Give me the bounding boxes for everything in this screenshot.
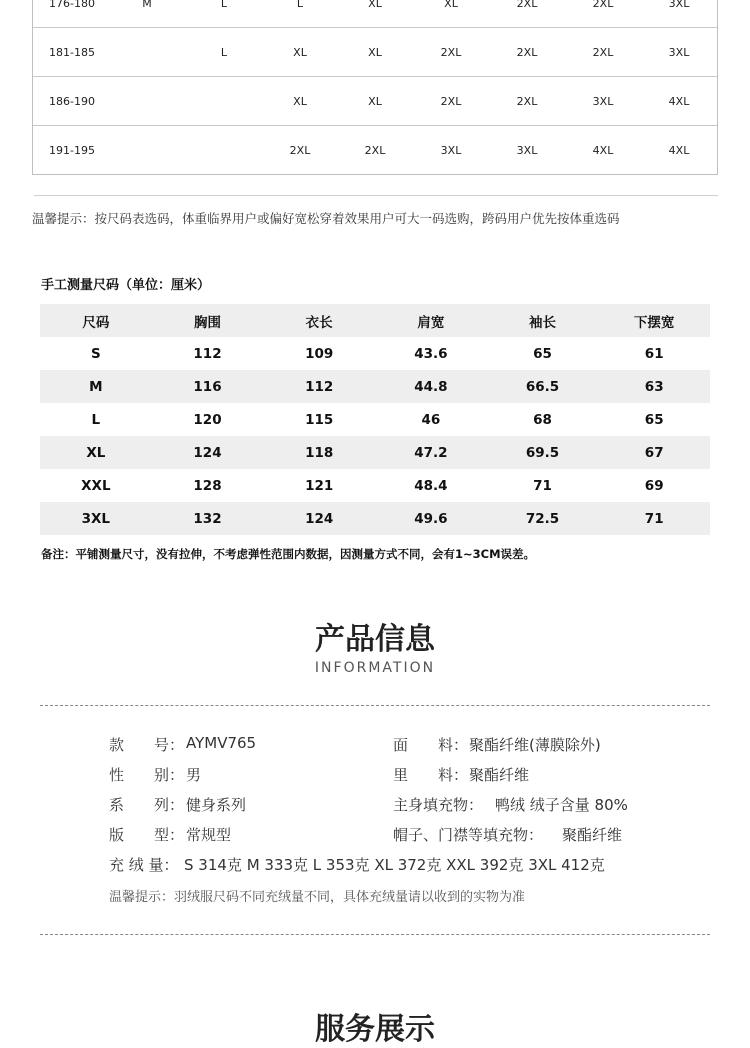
measure-cell: 124: [193, 444, 222, 461]
measure-cell: 118: [305, 444, 334, 461]
size-cell: L: [296, 0, 304, 10]
info-value: 健身系列: [186, 796, 247, 814]
measure-cell: M: [89, 378, 103, 395]
measure-cell: 120: [193, 411, 222, 428]
size-cell: XL: [368, 45, 382, 59]
measure-header: 尺码: [82, 314, 110, 331]
measure-cell: 48.4: [414, 477, 448, 494]
size-cell: 2XL: [289, 143, 311, 157]
size-cell: [194, 126, 254, 174]
measure-cell: 69: [644, 477, 664, 494]
measure-note: 备注：平铺测量尺寸，没有拉伸，不考虑弹性范围内数据，因测量方式不同，会有1~3CM误差。: [41, 547, 536, 561]
size-cell: L: [220, 0, 228, 10]
info-label: 款 号：: [109, 736, 185, 754]
measure-cell: 43.6: [414, 345, 448, 362]
measure-cell: 121: [305, 477, 334, 494]
size-range: 176-180: [49, 0, 95, 10]
measure-cell: L: [91, 411, 101, 428]
size-row: [33, 126, 717, 174]
size-cell: 2XL: [516, 0, 538, 10]
size-cell: L: [220, 45, 228, 59]
measure-row: [40, 502, 710, 535]
size-cell: 4XL: [592, 143, 614, 157]
measure-cell: 112: [193, 345, 222, 362]
measure-row: [40, 436, 710, 469]
info-label: 版 型：: [109, 826, 185, 844]
measure-cell: 46: [421, 411, 441, 428]
measure-cell: 68: [533, 411, 552, 428]
info-value: 鸭绒 绒子含量 80%: [495, 796, 628, 814]
size-cell: 3XL: [440, 143, 462, 157]
size-cell: XL: [293, 45, 307, 59]
measure-row: [40, 403, 710, 436]
section-title: 产品信息: [315, 622, 435, 657]
info-label: 里 料：: [393, 766, 469, 784]
measure-header: 胸围: [194, 314, 221, 331]
divider: [34, 195, 718, 196]
size-cell: 4XL: [668, 94, 690, 108]
size-tip: 温馨提示：按尺码表选码，体重临界用户或偏好宽松穿着效果用户可大一码选购，跨码用户优先按体重选码: [32, 211, 620, 226]
size-cell: [194, 77, 254, 125]
measure-cell: 65: [533, 345, 552, 362]
fill-value: S 314克 M 333克 L 353克 XL 372克 XXL 392克 3XL 412克: [184, 856, 605, 874]
measure-cell: 71: [644, 510, 664, 527]
size-range: 186-190: [49, 94, 95, 108]
next-section-title: 服务展示: [315, 1012, 435, 1047]
size-cell: [117, 126, 177, 174]
size-cell: 3XL: [592, 94, 614, 108]
measure-cell: 71: [533, 477, 552, 494]
section-subtitle: INFORMATION: [314, 660, 436, 676]
info-value: 男: [186, 766, 202, 784]
measure-header-row: [40, 304, 710, 337]
measure-row: [40, 469, 710, 502]
size-cell: 2XL: [592, 0, 614, 10]
info-value: 常规型: [186, 826, 232, 844]
size-cell: 4XL: [668, 143, 690, 157]
measure-cell: 47.2: [414, 444, 448, 461]
measure-cell: 65: [644, 411, 664, 428]
size-cell: 3XL: [668, 0, 690, 10]
measure-cell: 3XL: [81, 510, 111, 527]
measure-header: 衣长: [305, 314, 333, 331]
size-range: 181-185: [49, 45, 95, 59]
measure-cell: 124: [305, 510, 334, 527]
info-label: 主身填充物：: [393, 796, 484, 814]
measure-cell: 44.8: [414, 378, 448, 395]
measure-row: [40, 337, 710, 370]
info-value: 聚酯纤维: [469, 766, 530, 784]
fill-tip: 温馨提示：羽绒服尺码不同充绒量不同，具体充绒量请以收到的实物为准: [109, 890, 526, 905]
size-cell: 3XL: [516, 143, 538, 157]
measure-cell: 66.5: [525, 378, 560, 395]
measure-title: 手工测量尺码（单位：厘米）: [41, 278, 211, 293]
size-cell: XL: [293, 94, 307, 108]
size-cell: 2XL: [592, 45, 614, 59]
size-table: [32, 0, 718, 175]
measure-cell: 115: [305, 411, 334, 428]
measure-header: 下摆宽: [633, 314, 675, 331]
size-row: [33, 77, 717, 126]
info-value: AYMV765: [186, 734, 257, 752]
size-cell: [117, 77, 177, 125]
info-label: 帽子、门襟等填充物：: [393, 826, 544, 844]
fill-label: 充 绒 量：: [109, 856, 179, 874]
measure-cell: S: [90, 345, 101, 362]
measure-table: [40, 304, 710, 535]
measure-cell: 109: [305, 345, 334, 362]
size-cell: XL: [444, 0, 458, 10]
dashed-divider: [40, 934, 710, 935]
measure-row: [40, 370, 710, 403]
info-label: 面 料：: [393, 736, 469, 754]
measure-cell: 67: [644, 444, 664, 461]
info-value: 聚酯纤维(薄膜除外): [469, 736, 601, 754]
size-row: [33, 28, 717, 77]
size-cell: 3XL: [668, 45, 690, 59]
size-cell: 2XL: [440, 94, 462, 108]
measure-cell: 112: [305, 378, 334, 395]
measure-cell: 49.6: [414, 510, 448, 527]
size-cell: 2XL: [516, 45, 538, 59]
measure-header: 袖长: [529, 314, 557, 331]
measure-cell: 63: [644, 378, 664, 395]
dashed-divider: [40, 705, 710, 706]
measure-cell: XXL: [81, 477, 111, 494]
size-cell: 2XL: [516, 94, 538, 108]
measure-cell: XL: [86, 444, 106, 461]
size-cell: XL: [368, 0, 382, 10]
info-label: 性 别：: [109, 766, 185, 784]
size-cell: 2XL: [440, 45, 462, 59]
info-value: 聚酯纤维: [562, 826, 623, 844]
measure-cell: 128: [193, 477, 222, 494]
measure-cell: 116: [193, 378, 222, 395]
measure-cell: 61: [644, 345, 664, 362]
size-range: 191-195: [49, 143, 95, 157]
measure-cell: 72.5: [525, 510, 560, 527]
size-cell: [117, 28, 177, 76]
size-cell: 2XL: [364, 143, 386, 157]
size-cell: XL: [368, 94, 382, 108]
measure-cell: 69.5: [525, 444, 560, 461]
size-row: [33, 0, 717, 28]
info-label: 系 列：: [109, 796, 185, 814]
measure-cell: 132: [193, 510, 222, 527]
size-cell: M: [142, 0, 152, 10]
measure-header: 肩宽: [417, 314, 445, 331]
